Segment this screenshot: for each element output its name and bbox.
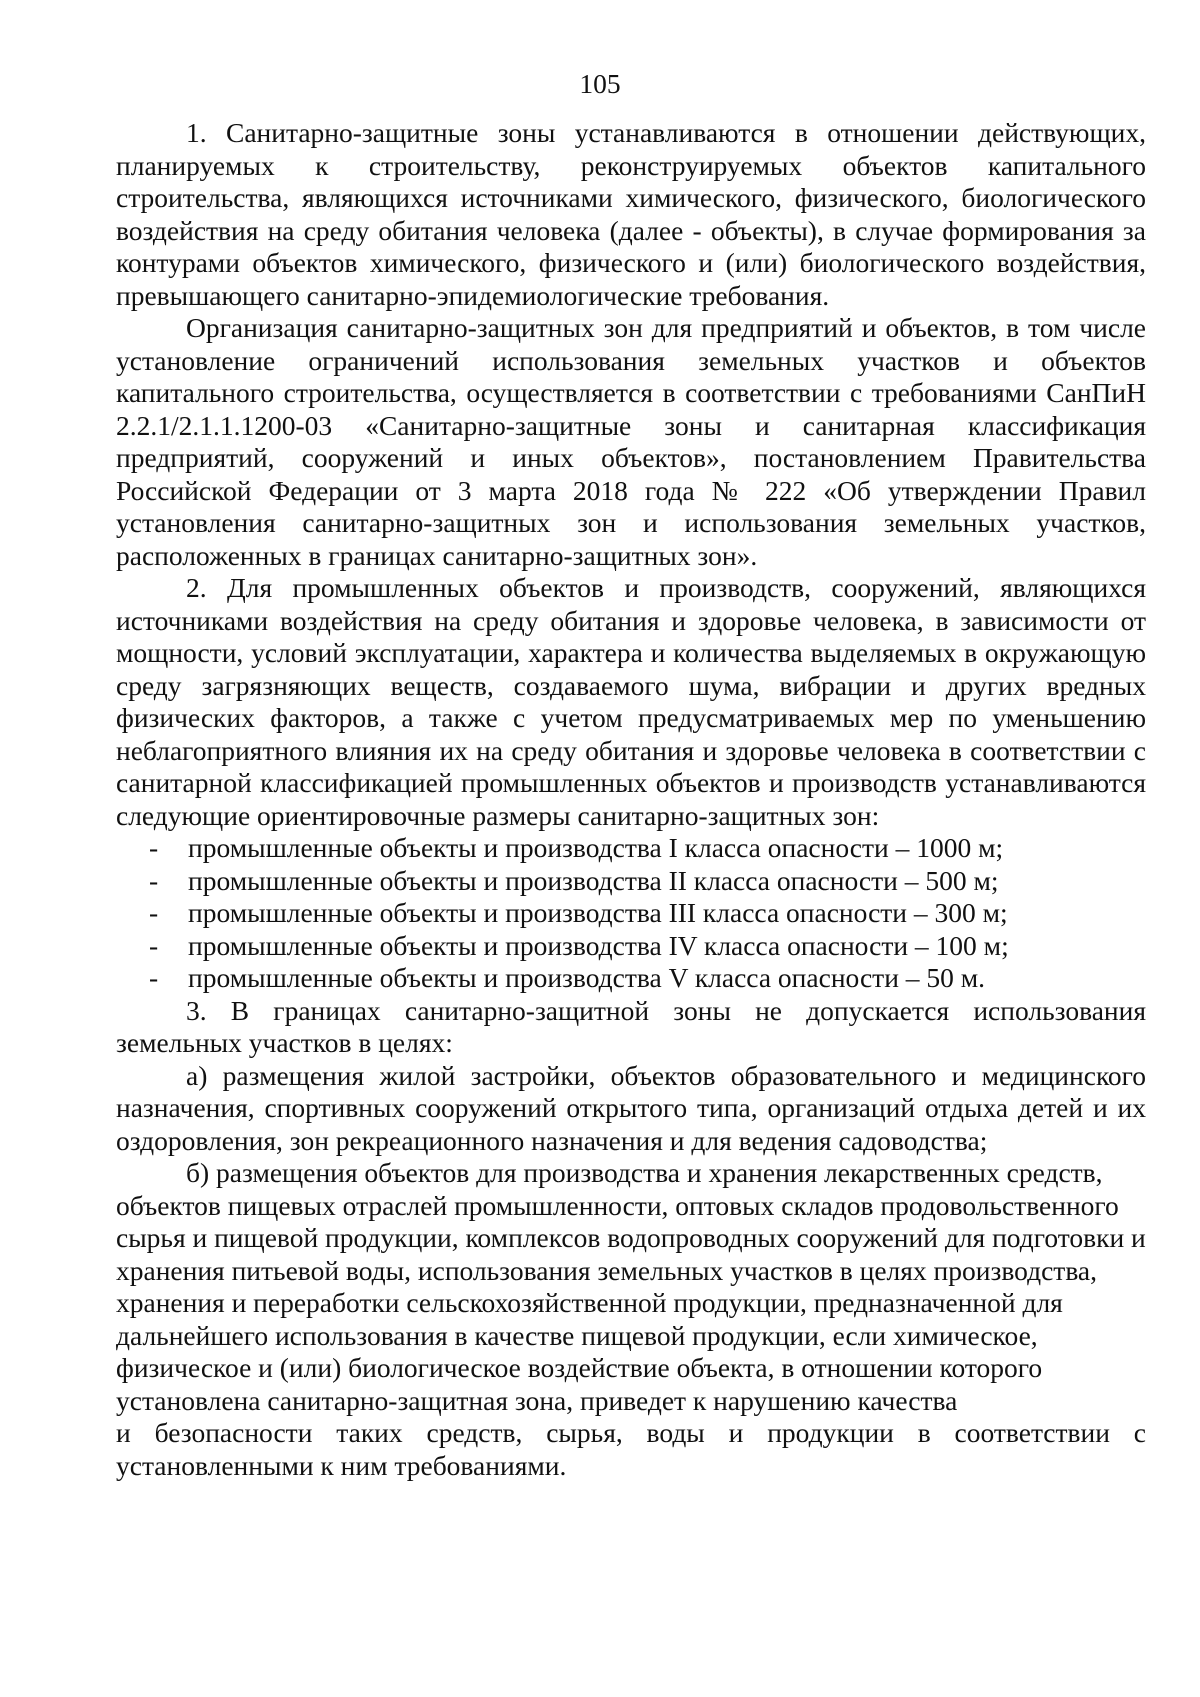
list-marker: - — [149, 832, 159, 863]
paragraph-5: а) размещения жилой застройки, объектов образовательного и медицинского назначения, спортивных сооружений открытого типа, организаций отдыха детей и их оздоровления, зон рекреационного назначения и для ведения садоводства; — [116, 1059, 1146, 1156]
page-number: 105 — [579, 68, 621, 99]
zone-size-list — [116, 832, 1146, 995]
paragraph-3: 2. Для промышленных объектов и производств, сооружений, являющихся источниками воздействия на среду обитания и здоровье человека, в зависимости от мощности, условий эксплуатации, характера и количества выделяемых в окружающую среду загрязняющих веществ, создаваемого шума, вибрации и других вредных физических факторов, а также с учетом предусматриваемых мер по уменьшению неблагоприятного влияния их на среду обитания и здоровье человека в соответствии с санитарной классификацией промышленных объектов и производств устанавливаются следующие ориентировочные размеры санитарно-защитных зон: — [116, 572, 1146, 831]
list-item — [116, 832, 1146, 865]
paragraph-7: и безопасности таких средств, сырья, воды и продукции в соответствии с установленными к ним требованиями. — [116, 1417, 1146, 1481]
list-item-text: промышленные объекты и производства II класса опасности – 500 м; — [188, 864, 999, 896]
list-item — [116, 865, 1146, 898]
list-item-text: промышленные объекты и производства I класса опасности – 1000 м; — [188, 832, 1004, 863]
list-marker: - — [149, 897, 159, 928]
list-marker: - — [149, 864, 159, 896]
paragraph-6: б) размещения объектов для производства и хранения лекарственных средств, объектов пищевых отраслей промышленности, оптовых складов продовольственного сырья и пищевой продукции, комплексов водопроводных сооружений для подготовки и хранения питьевой воды, использования земельных участков в целях производства, хранения и переработки сельскохозяйственной продукции, предназначенной для дальнейшего использования в качестве пищевой продукции, если химическое, физическое и (или) биологическое воздействие объекта, в отношении которого установлена санитарно-защитная зона, приведет к нарушению качества — [116, 1157, 1146, 1416]
document-body — [116, 117, 1146, 1482]
list-item-text: промышленные объекты и производства III класса опасности – 300 м; — [188, 897, 1008, 928]
paragraph-4: 3. В границах санитарно-защитной зоны не допускается использования земельных участков в целях: — [116, 994, 1146, 1058]
list-item-text: промышленные объекты и производства V класса опасности – 50 м. — [188, 962, 986, 993]
list-marker: - — [149, 962, 159, 993]
paragraph-2: Организация санитарно-защитных зон для предприятий и объектов, в том числе установление ограничений использования земельных участков и объектов капитального строительства, осуществляется в соответствии с требованиями СанПиН 2.2.1/2.1.1.1200-03 «Санитарно-защитные зоны и санитарная классификация предприятий, сооружений и иных объектов», постановлением Правительства Российской Федерации от 3 марта 2018 года № 222 «Об утверждении Правил установления санитарно-защитных зон и использования земельных участков, расположенных в границах санитарно-защитных зон». — [116, 312, 1146, 571]
list-item-text: промышленные объекты и производства IV класса опасности – 100 м; — [188, 929, 1009, 961]
list-item — [116, 962, 1146, 995]
paragraph-1: 1. Санитарно-защитные зоны устанавливаются в отношении действующих, планируемых к строительству, реконструируемых объектов капитального строительства, являющихся источниками химического, физического, биологического воздействия на среду обитания человека (далее - объекты), в случае формирования за контурами объектов химического, физического и (или) биологического воздействия, превышающего санитарно-эпидемиологические требования. — [116, 117, 1146, 311]
list-item — [116, 897, 1146, 930]
list-marker: - — [149, 929, 159, 961]
list-item — [116, 930, 1146, 963]
